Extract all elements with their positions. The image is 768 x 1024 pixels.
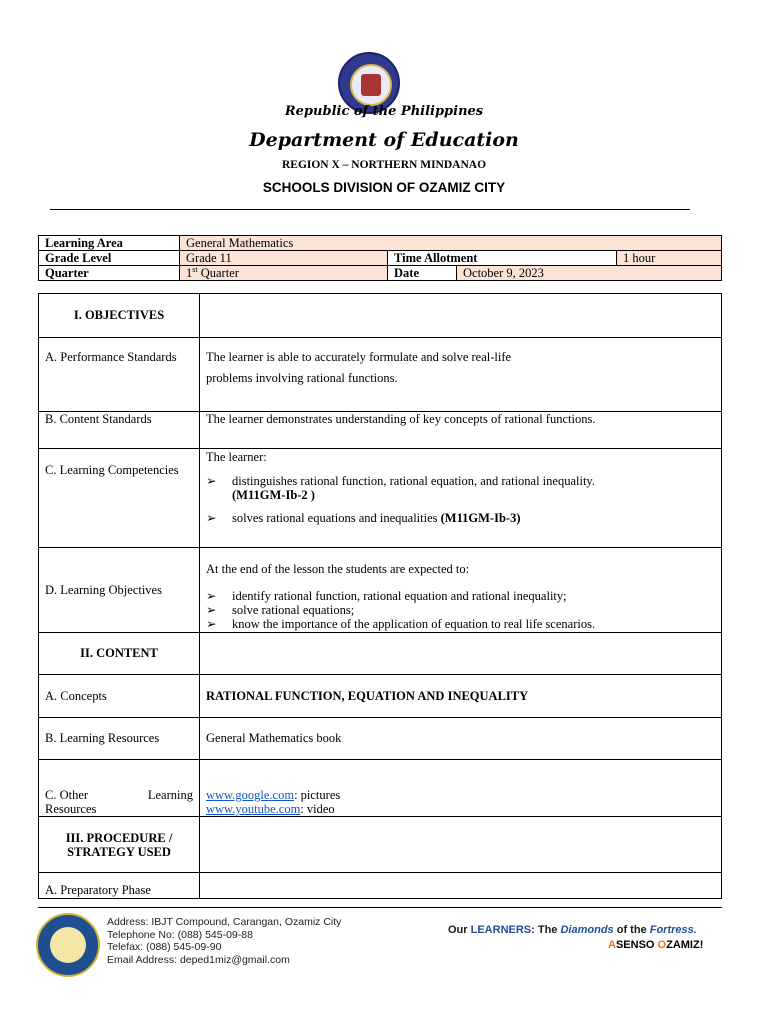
arrow-bullet-icon: ➢: [206, 589, 217, 603]
content-heading: II. CONTENT: [39, 633, 200, 675]
competencies-row: [39, 449, 722, 548]
competency-item-1: ➢ distinguishes rational function, rational equation, and rational inequality.: [206, 474, 595, 488]
footer-asenso: ASENSO OZAMIZ!: [608, 939, 704, 951]
footer-motto: Our LEARNERS: The Diamonds of the Fortress.: [448, 924, 697, 936]
content-standards-value: The learner demonstrates understanding of key concepts of rational functions.: [200, 412, 722, 449]
date-label: Date: [388, 266, 457, 281]
republic-line: Republic of the Philippines: [284, 104, 484, 119]
youtube-link[interactable]: www.youtube.com: [206, 802, 301, 816]
other-resources-label: C. Other Learning Resources: [39, 760, 200, 817]
performance-line-2: problems involving rational functions.: [206, 371, 398, 385]
competency-item-2: ➢ solves rational equations and inequalities (M11GM-Ib-3): [206, 511, 521, 525]
concepts-row: [39, 675, 722, 718]
learning-objectives-row: [39, 548, 722, 633]
other-resource-link-youtube: www.youtube.com: video: [206, 802, 335, 816]
concepts-value: RATIONAL FUNCTION, EQUATION AND INEQUALITY: [200, 675, 722, 718]
learning-area-label: Learning Area: [39, 236, 180, 251]
lesson-plan-table: [38, 293, 722, 899]
date-value: October 9, 2023: [457, 266, 722, 281]
competencies-intro: The learner:: [206, 450, 267, 464]
info-table: [38, 235, 722, 281]
quarter-label: Quarter: [39, 266, 180, 281]
region-line: REGION X – NORTHERN MINDANAO: [281, 159, 487, 171]
footer-telefax: Telefax: (088) 545-09-90: [107, 941, 222, 953]
learning-objectives-intro: At the end of the lesson the students are expected to:: [206, 562, 470, 576]
resources-label: B. Learning Resources: [39, 718, 200, 760]
objectives-heading: I. OBJECTIVES: [39, 294, 200, 338]
time-allotment-value: 1 hour: [616, 251, 721, 266]
content-row: [39, 633, 722, 675]
learning-objectives-label: D. Learning Objectives: [39, 548, 200, 633]
performance-line-1: The learner is able to accurately formulate and solve real-life: [206, 350, 512, 364]
arrow-bullet-icon: ➢: [206, 617, 217, 631]
footer-divider: [38, 907, 722, 908]
other-resources-row: [39, 760, 722, 817]
learning-objective-item: ➢ know the importance of the application of equation to real life scenarios.: [206, 617, 596, 631]
learning-area-value: General Mathematics: [180, 236, 722, 251]
procedure-heading: III. PROCEDURE / STRATEGY USED: [39, 817, 200, 873]
footer-address: Address: IBJT Compound, Carangan, Ozamiz City: [107, 916, 342, 928]
objectives-row: [39, 294, 722, 338]
content-standards-row: [39, 412, 722, 449]
time-allotment-label: Time Allotment: [388, 251, 617, 266]
footer-telephone: Telephone No: (088) 545-09-88: [107, 928, 253, 941]
concepts-label: A. Concepts: [39, 675, 200, 718]
google-link[interactable]: www.google.com: [206, 788, 295, 802]
grade-level-value: Grade 11: [180, 251, 388, 266]
arrow-bullet-icon: ➢: [206, 511, 217, 525]
competency-code-1: (M11GM-Ib-2 ): [232, 488, 315, 502]
grade-level-label: Grade Level: [39, 251, 180, 266]
arrow-bullet-icon: ➢: [206, 603, 217, 617]
division-line: SCHOOLS DIVISION OF OZAMIZ CITY: [262, 180, 506, 195]
resources-row: [39, 718, 722, 760]
preparatory-row: [39, 873, 722, 899]
footer-email: Email Address: deped1miz@gmail.com: [107, 953, 290, 966]
learning-objective-item: ➢ solve rational equations;: [206, 603, 355, 617]
department-title: Department of Education: [249, 129, 519, 151]
performance-label: A. Performance Standards: [39, 338, 200, 412]
header-divider: [50, 209, 690, 210]
quarter-value: 1st Quarter: [180, 266, 388, 281]
resources-value: General Mathematics book: [200, 718, 722, 760]
footer-contact: [107, 916, 341, 966]
learning-objective-item: ➢ identify rational function, rational equation and rational inequality;: [206, 589, 567, 603]
preparatory-label: A. Preparatory Phase: [39, 873, 200, 899]
procedure-row: [39, 817, 722, 873]
division-seal: [36, 913, 100, 977]
other-resource-link-google: www.google.com: pictures: [206, 788, 341, 802]
performance-row: [39, 338, 722, 412]
content-standards-label: B. Content Standards: [39, 412, 200, 449]
competencies-label: C. Learning Competencies: [39, 449, 200, 548]
arrow-bullet-icon: ➢: [206, 474, 217, 488]
